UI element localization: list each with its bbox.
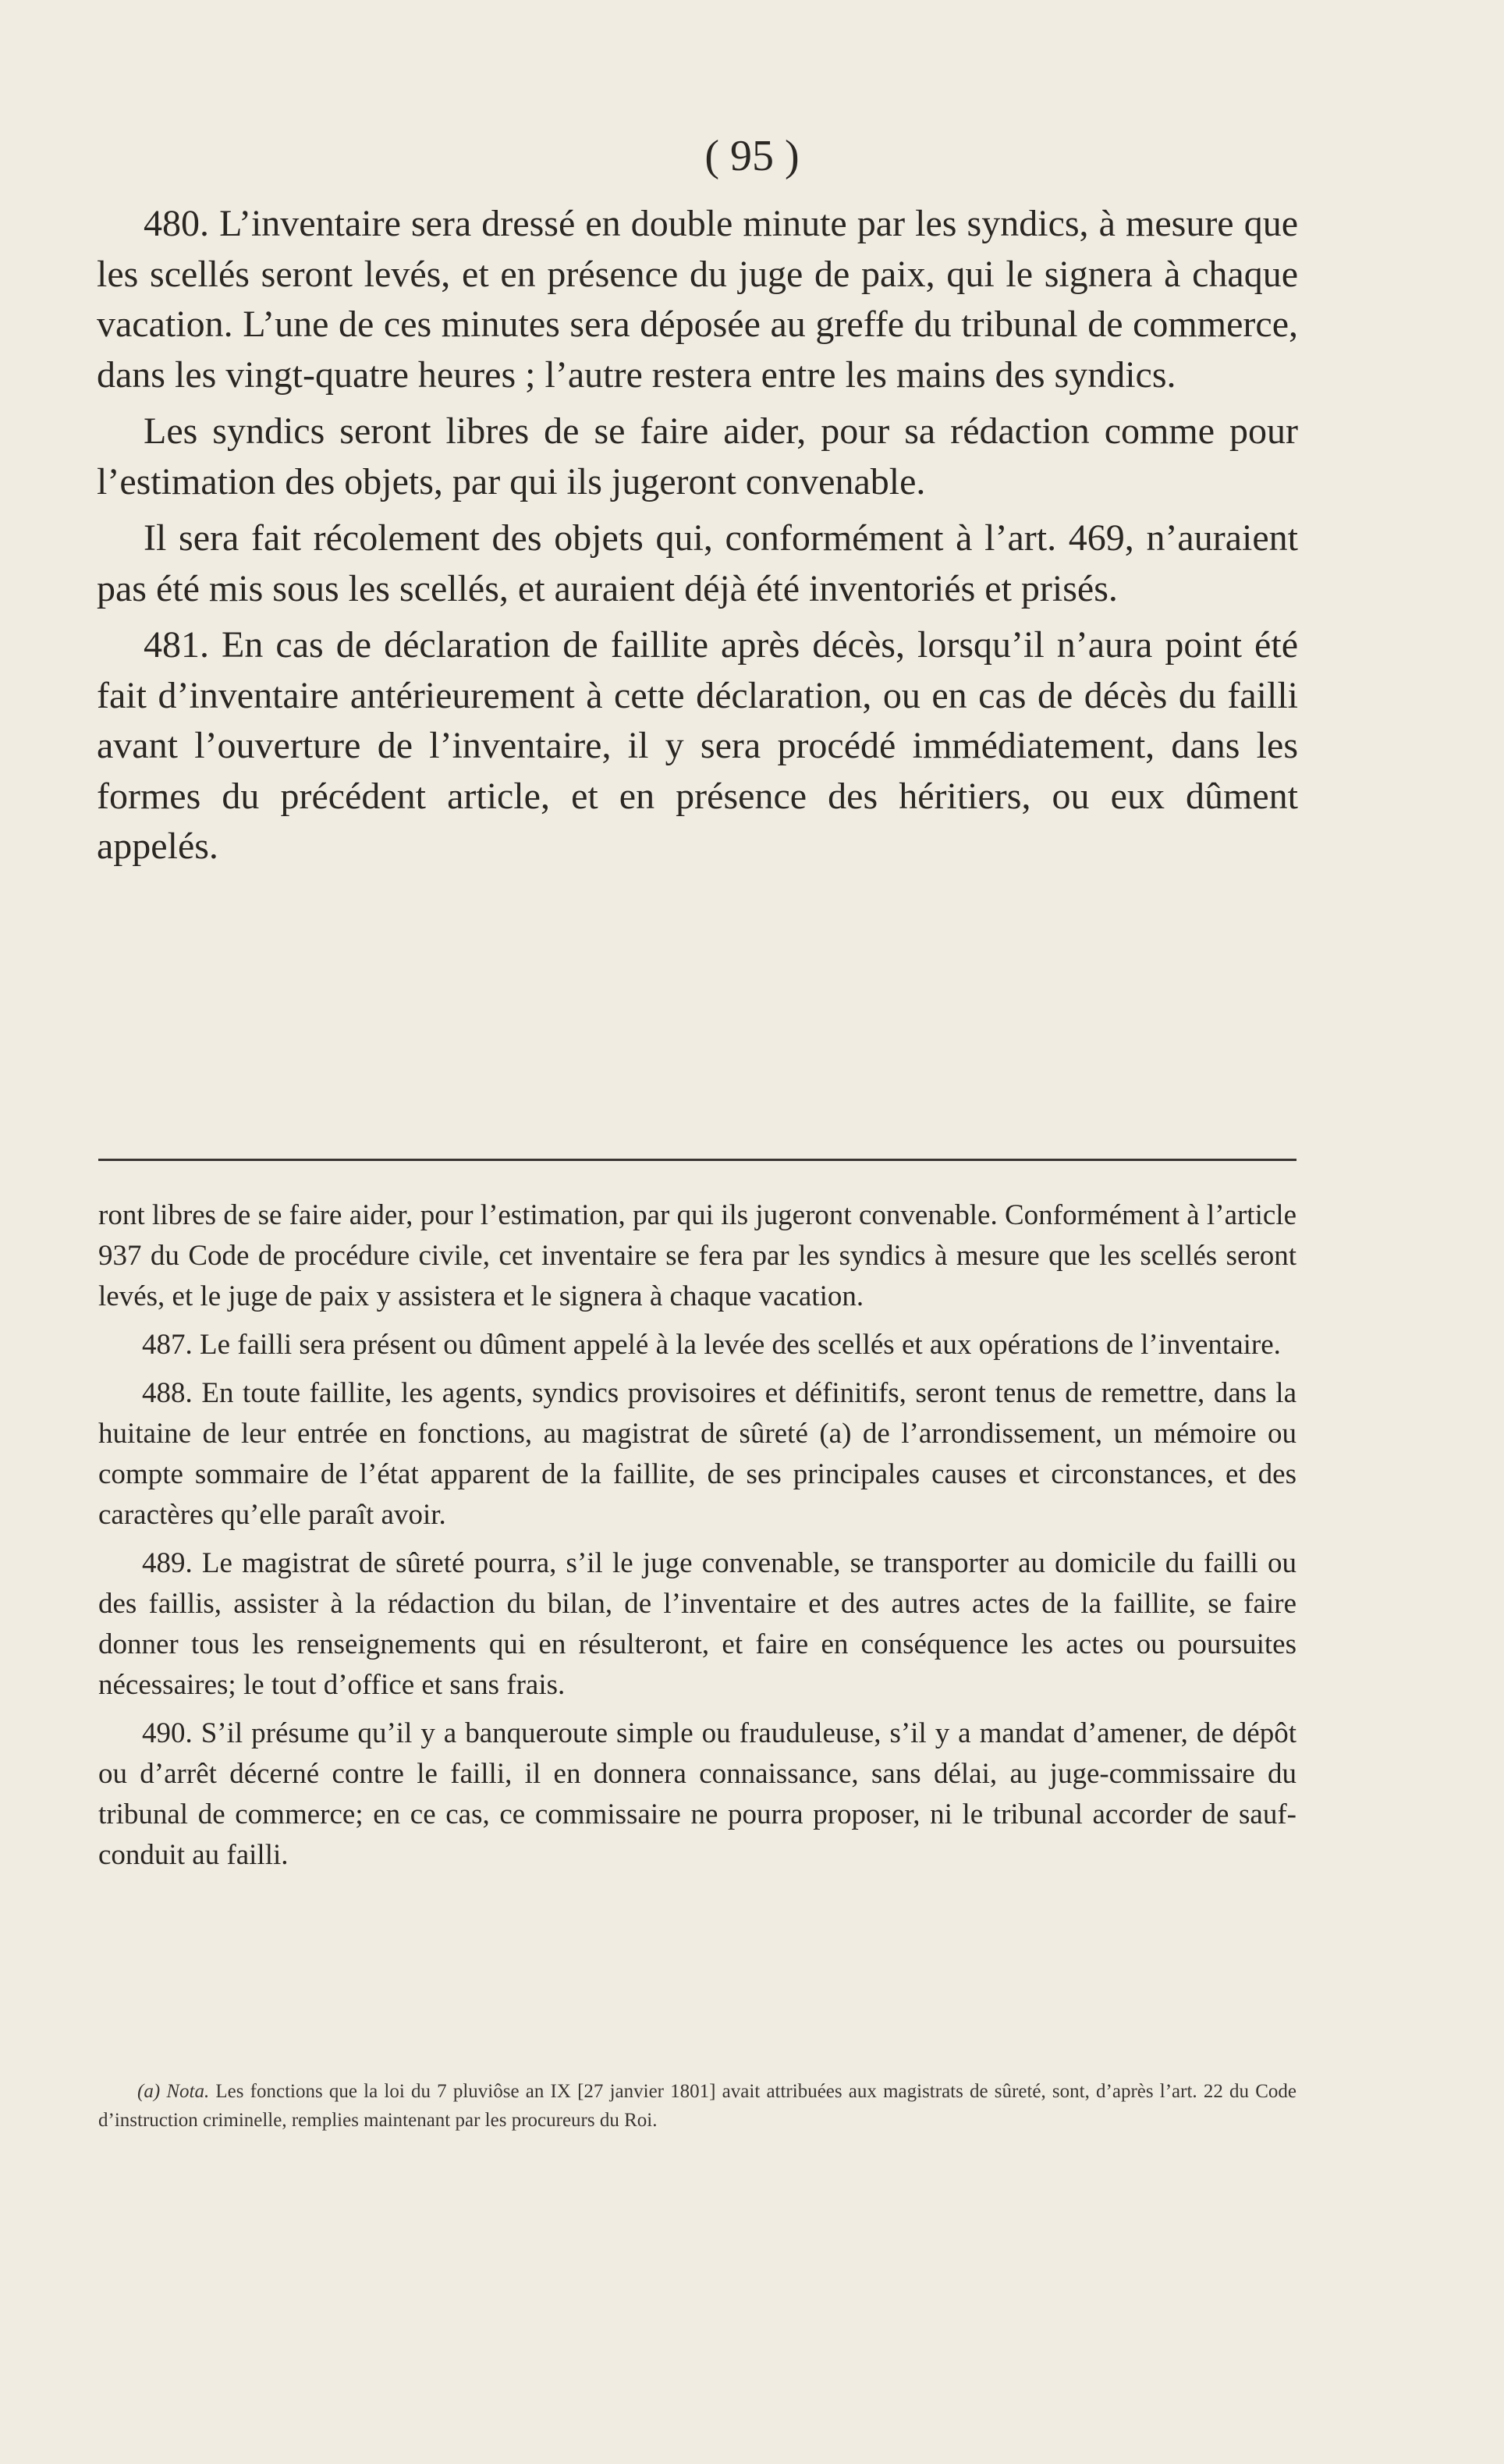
article-480-paragraph-2: Les syndics seront libres de se faire aider, pour sa rédaction comme pour l’estimation des objets, par qui ils jugeront convenable. — [97, 410, 1298, 502]
article-481: 481. En cas de déclaration de faillite après décès, lorsqu’il n’aura point été fait d’inventaire antérieurement à cette déclaration, ou en cas de décès du failli avant l’ouverture de l’inventaire, il y sera procédé immédiatement, dans les formes du précédent article, et en présence des héritiers, ou eux dûment appelés. — [97, 624, 1298, 867]
article-480-paragraph-3: Il sera fait récolement des objets qui, conformément à l’art. 469, n’auraient pas été mis sous les scellés, et auraient déjà été inventoriés et prisés. — [97, 517, 1298, 609]
main-text — [97, 199, 1298, 879]
page-number: ( 95 ) — [704, 132, 800, 180]
article-487: 487. Le failli sera présent ou dûment appelé à la levée des scellés et aux opérations de l’inventaire. — [142, 1329, 1281, 1361]
lower-column-text — [98, 1195, 1296, 1884]
note-continuation: ront libres de se faire aider, pour l’estimation, par qui ils jugeront convenable. Conformément à l’article 937 du Code de procédure civile, cet inventaire se fera par les syndics à mesure que les scellés seront levés, et le juge de paix y assistera et le signera à chaque vacation. — [98, 1199, 1296, 1312]
article-480: 480. L’inventaire sera dressé en double minute par les syndics, à mesure que les scellés seront levés, et en présence du juge de paix, qui le signera à chaque vacation. L’une de ces minutes sera déposée au greffe du tribunal de commerce, dans les vingt-quatre heures ; l’autre restera entre les mains des syndics. — [97, 203, 1298, 396]
article-489: 489. Le magistrat de sûreté pourra, s’il le juge convenable, se transporter au domicile du failli ou des faillis, assister à la rédaction du bilan, de l’inventaire et des autres actes de la faillite, se faire donner tous les renseignements qui en résulteront, et faire en conséquence les actes ou poursuites nécessaires; le tout d’office et sans frais. — [98, 1547, 1296, 1701]
footnote-text: Les fonctions que la loi du 7 pluviôse an IX [27 janvier 1801] avait attribuées aux magistrats de sûreté, sont, d’après l’art. 22 du Code d’instruction criminelle, remplies maintenant par les procureurs du Roi. — [98, 2081, 1296, 2131]
footnote-label: (a) Nota. — [137, 2081, 210, 2102]
article-490: 490. S’il présume qu’il y a banqueroute simple ou frauduleuse, s’il y a mandat d’amener, de dépôt ou d’arrêt décerné contre le failli, il en donnera connaissance, sans délai, au juge-commissaire du tribunal de commerce; en ce cas, ce commissaire ne pourra proposer, ni le tribunal accorder de sauf-conduit au failli. — [98, 1717, 1296, 1871]
section-divider — [98, 1159, 1296, 1161]
article-488: 488. En toute faillite, les agents, syndics provisoires et définitifs, seront tenus de remettre, dans la huitaine de leur entrée en fonctions, au magistrat de sûreté (a) de l’arrondissement, un mémoire ou compte sommaire de l’état apparent de la faillite, de ses principales causes et circonstances, et des caractères qu’elle paraît avoir. — [98, 1377, 1296, 1531]
footnote — [98, 2077, 1296, 2135]
